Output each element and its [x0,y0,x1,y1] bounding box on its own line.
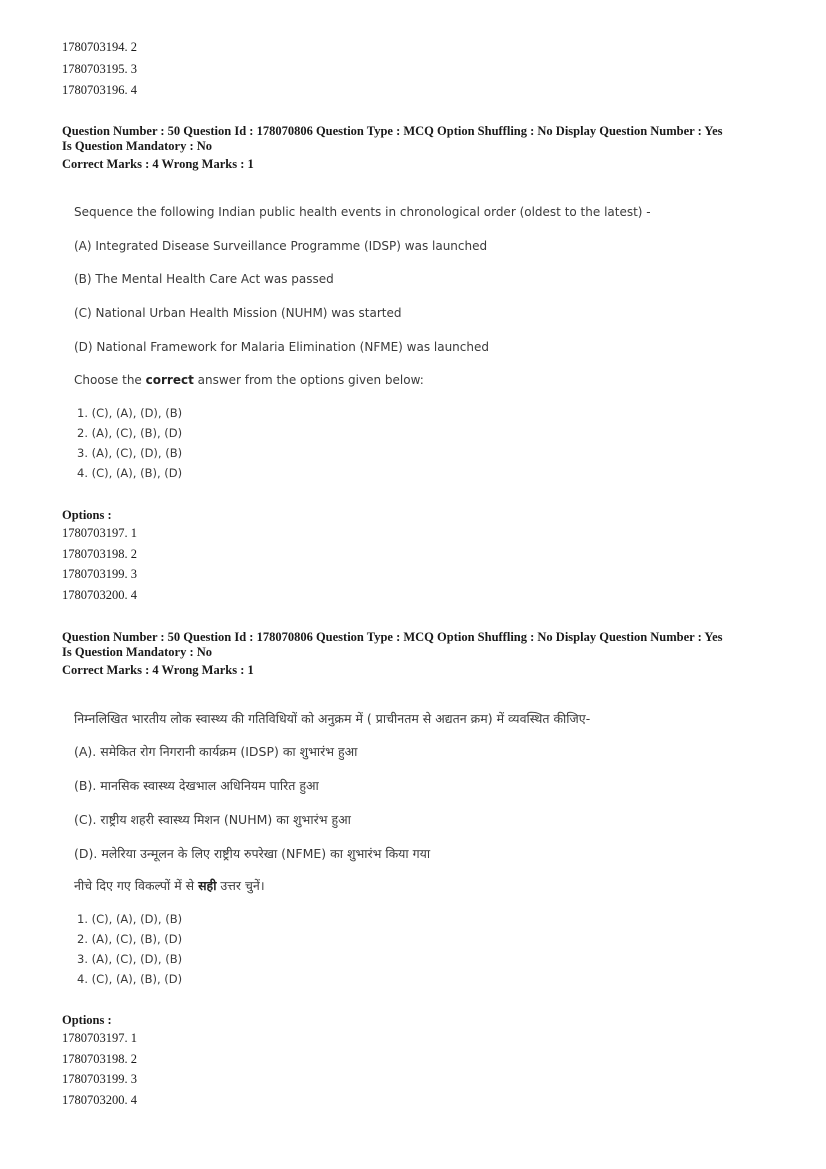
question-item: (A) Integrated Disease Surveillance Programme (IDSP) was launched [74,239,488,253]
option-line: 1780703195. 3 [62,62,137,76]
question-instruction: Choose the correct answer from the options given below: [74,373,424,387]
option-line: 1780703198. 2 [62,1052,137,1066]
question-mandatory: Is Question Mandatory : No [62,139,213,153]
question-instruction: नीचे दिए गए विकल्पों में से सही उत्तर चुनें। [74,878,265,893]
options-label: Options : [62,508,112,522]
option-line: 1780703200. 4 [62,1093,137,1107]
question-item: (D). मलेरिया उन्मूलन के लिए राष्ट्रीय रुपरेखा (NFME) का शुभारंभ किया गया [74,846,431,861]
question-item: (B) The Mental Health Care Act was passed [74,272,334,286]
question-item: (D) National Framework for Malaria Elimination (NFME) was launched [74,340,489,354]
option-line: 1780703194. 2 [62,40,137,54]
question-item: (A). समेकित रोग निगरानी कार्यक्रम (IDSP) का शुभारंभ हुआ [74,744,358,759]
question-text: Sequence the following Indian public health events in chronological order (oldest to the latest) - [74,205,651,219]
answer-choice: 3. (A), (C), (D), (B) [77,952,183,966]
answer-choice: 3. (A), (C), (D), (B) [77,446,183,460]
option-line: 1780703196. 4 [62,83,137,97]
question-text: निम्नलिखित भारतीय लोक स्वास्थ्य की गतिविधियों को अनुक्रम में ( प्राचीनतम से अद्यतन क्रम) में व्यवस्थित कीजिए- [74,711,591,726]
option-line: 1780703198. 2 [62,547,137,561]
question-marks: Correct Marks : 4 Wrong Marks : 1 [62,663,254,677]
option-line: 1780703199. 3 [62,567,137,581]
option-line: 1780703197. 1 [62,1031,137,1045]
options-label: Options : [62,1013,112,1027]
question-marks: Correct Marks : 4 Wrong Marks : 1 [62,157,254,171]
question-item: (B). मानसिक स्वास्थ्य देखभाल अधिनियम पारित हुआ [74,778,319,793]
answer-choice: 2. (A), (C), (B), (D) [77,426,183,440]
option-line: 1780703199. 3 [62,1072,137,1086]
option-line: 1780703197. 1 [62,526,137,540]
question-mandatory: Is Question Mandatory : No [62,645,213,659]
answer-choice: 1. (C), (A), (D), (B) [77,912,183,926]
answer-choice: 1. (C), (A), (D), (B) [77,406,183,420]
answer-choice: 4. (C), (A), (B), (D) [77,972,183,986]
question-item: (C). राष्ट्रीय शहरी स्वास्थ्य मिशन (NUHM) का शुभारंभ हुआ [74,812,351,827]
option-line: 1780703200. 4 [62,588,137,602]
question-header: Question Number : 50 Question Id : 178070806 Question Type : MCQ Option Shuffling : No Display Question Number : Yes [62,124,723,138]
answer-choice: 4. (C), (A), (B), (D) [77,466,183,480]
answer-choice: 2. (A), (C), (B), (D) [77,932,183,946]
question-item: (C) National Urban Health Mission (NUHM) was started [74,306,402,320]
question-header: Question Number : 50 Question Id : 178070806 Question Type : MCQ Option Shuffling : No Display Question Number : Yes [62,630,723,644]
